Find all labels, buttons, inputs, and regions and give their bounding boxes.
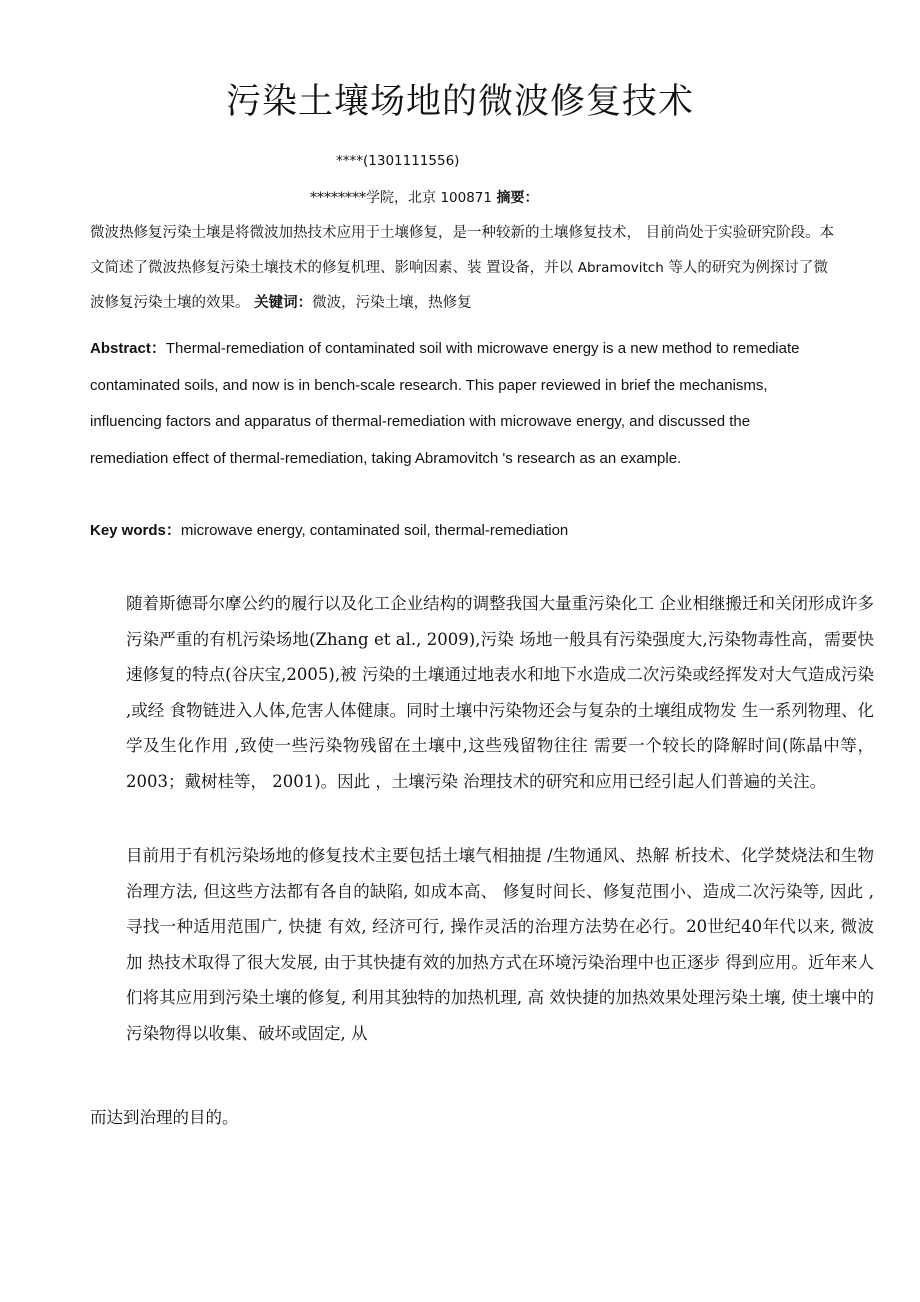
abramovitch-name: Abramovitch bbox=[577, 260, 664, 276]
affiliation-line bbox=[90, 181, 836, 216]
abstract-label-cn: 摘要： bbox=[496, 190, 539, 206]
keywords-label-en: Key words： bbox=[90, 522, 181, 539]
abstract-text-cn: 微波热修复污染土壤是将微波加热技术应用于土壤修复，是一种较新的土壤修复技术， 目前尚处于实验研究阶段。本文简述了微波热修复污染土壤技术的修复机理、影响因素、装 置设备，并以 bbox=[90, 225, 835, 276]
abstract-label-en: Abstract： bbox=[90, 340, 166, 357]
author-line: ****(1301111556) bbox=[336, 153, 460, 169]
english-keywords bbox=[90, 516, 830, 546]
abstract-text-cn-end: 等人的研究为例探讨了微波修复污染土壤的效果。 bbox=[90, 260, 828, 311]
keywords-label-cn: 关键词： bbox=[254, 295, 313, 311]
chinese-abstract bbox=[90, 181, 836, 321]
body-paragraph-1: 随着斯德哥尔摩公约的履行以及化工企业结构的调整我国大量重污染化工 企业相继搬迁和关闭形成许多污染严重的有机污染场地(Zhang et al., 2009),污染 场地一般具有污染强度大,污染物毒性高，需要快速修复的特点(谷庆宝,2005),被 污染的土壤通过地表水和地下水造成二次污染或经挥发对大气造成污染 ,或经 食物链进入人体,危害人体健康。同时土壤中污染物还会与复杂的土壤组成物发 生一系列物理、化学及生化作用 ,致使一些污染物残留在土壤中,这些残留物往往 需要一个较长的降解时间(陈晶中等， 2003；戴树桂等， 2001)。因此 ，土壤污染 治理技术的研究和应用已经引起人们普遍的关注。 bbox=[126, 594, 874, 791]
english-abstract bbox=[90, 331, 830, 477]
keywords-text-cn: 微波，污染土壤，热修复 bbox=[312, 295, 472, 311]
paper-title: 污染土壤场地的微波修复技术 bbox=[225, 82, 694, 122]
body-paragraph-3: 而达到治理的目的。 bbox=[90, 1108, 239, 1127]
abstract-text-en: Thermal-remediation of contaminated soil with microwave energy is a new method to remediate contaminated soils, and now is in bench-scale research. This paper reviewed in brief the mechanisms, influencing factors and apparatus of thermal-remediation with microwave energy, and discussed the remediation effect of thermal-remediation, taking Abramovitch 's research as an example. bbox=[90, 340, 800, 467]
keywords-text-en: microwave energy, contaminated soil, thermal-remediation bbox=[180, 522, 569, 539]
postcode: 100871 bbox=[440, 190, 492, 206]
body-paragraph-2: 目前用于有机污染场地的修复技术主要包括土壤气相抽提 /生物通风、热解 析技术、化学焚烧法和生物治理方法, 但这些方法都有各自的缺陷, 如成本高、 修复时间长、修复范围小、造成二次污染等, 因此 ,寻找一种适用范围广, 快捷 有效, 经济可行, 操作灵活的治理方法势在必行。20世纪40年代以来, 微波加 热技术取得了很大发展, 由于其快捷有效的加热方式在环境污染治理中也正逐步 得到应用。近年来人们将其应用到污染土壤的修复, 利用其独特的加热机理, 高 效快捷的加热效果处理污染土壤, 使土壤中的污染物得以收集、破坏或固定, 从 bbox=[126, 846, 874, 1043]
affiliation: ********学院，北京 bbox=[310, 190, 436, 206]
